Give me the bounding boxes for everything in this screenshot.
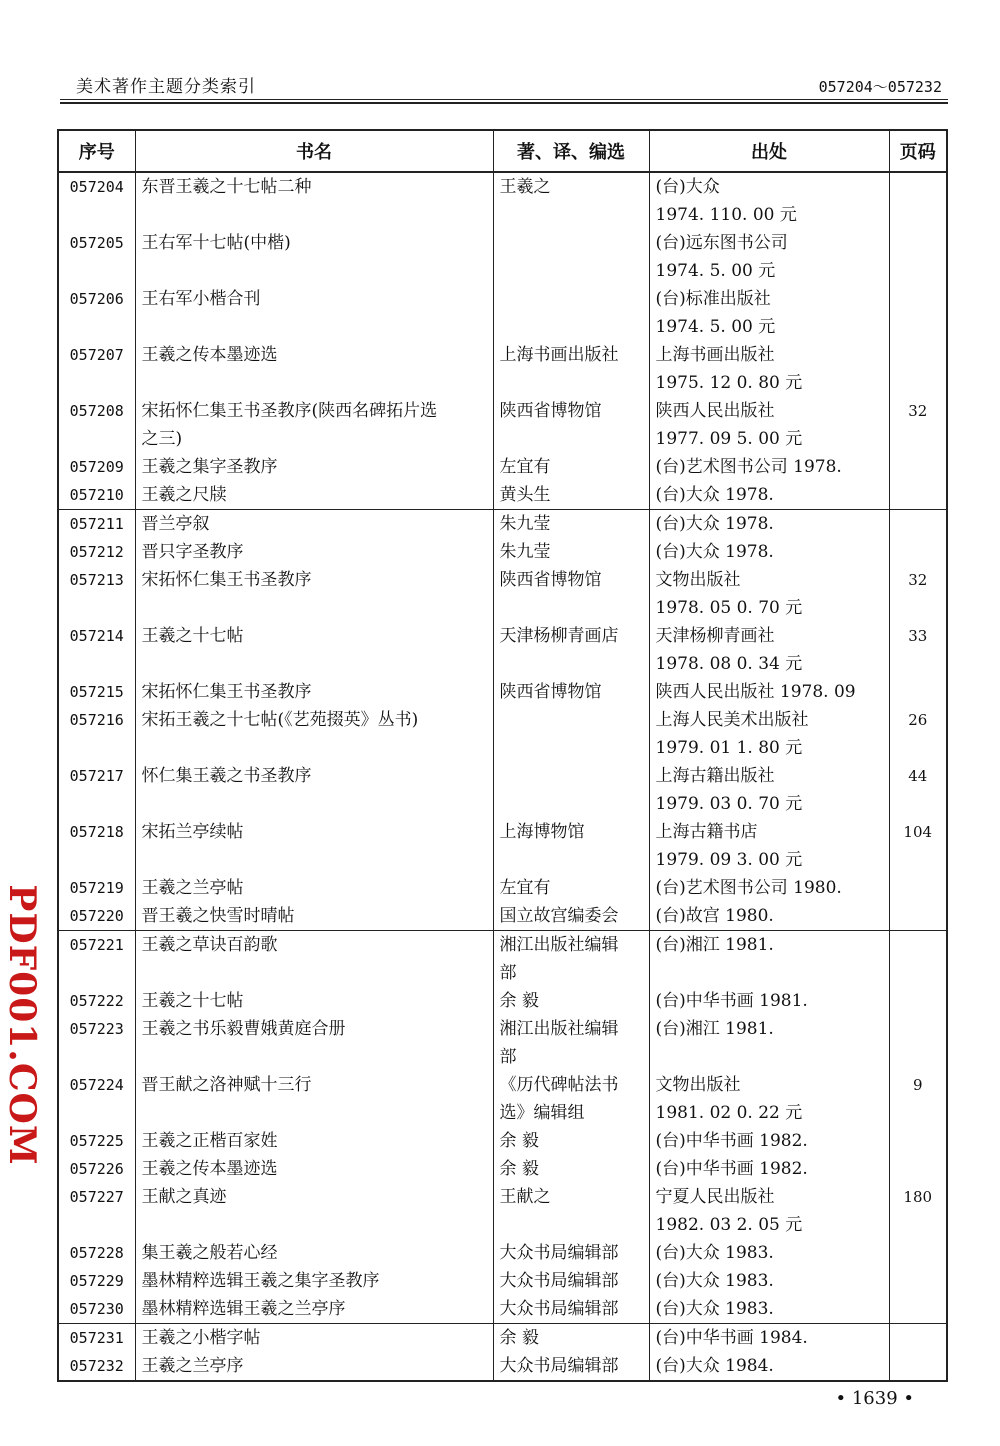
entry-author: 朱九莹 [493, 538, 649, 566]
entry-number: 057225 [58, 1127, 135, 1155]
entry-source [649, 706, 889, 762]
entry-author: 大众书局编辑部 [493, 1239, 649, 1267]
entry-title: 王羲之兰亭帖 [135, 874, 493, 902]
entry-source-line: 1978. 05 0. 70 元 [655, 598, 803, 618]
table-row [58, 1127, 947, 1155]
entry-source [649, 1352, 889, 1381]
entry-source-line: 1975. 12 0. 80 元 [655, 373, 803, 393]
entry-source-line: (台)标准出版社 [655, 289, 771, 309]
entry-number: 057232 [58, 1352, 135, 1381]
entry-title: 王羲之传本墨迹选 [135, 1155, 493, 1183]
entry-author: 陕西省博物馆 [493, 397, 649, 453]
table-header-row [58, 130, 947, 172]
entry-source [649, 1071, 889, 1127]
entry-title: 王羲之集字圣教序 [135, 453, 493, 481]
entry-title: 王右军小楷合刊 [135, 285, 493, 341]
entry-number: 057204 [58, 172, 135, 229]
entry-source-line: (台)艺术图书公司 1980. [655, 878, 842, 898]
entry-number: 057209 [58, 453, 135, 481]
entry-title: 王羲之十七帖 [135, 987, 493, 1015]
entry-source [649, 566, 889, 622]
entry-source [649, 622, 889, 678]
entry-source-line: 陕西人民出版社 [655, 401, 775, 421]
entry-number: 057207 [58, 341, 135, 397]
entry-source [649, 1183, 889, 1239]
entry-source-line: (台)艺术图书公司 1978. [655, 457, 842, 477]
column-header-author: 著、译、编选 [493, 130, 649, 172]
entry-source-line: (台)大众 1983. [655, 1243, 774, 1263]
entry-author: 王献之 [493, 1183, 649, 1239]
entry-number: 057206 [58, 285, 135, 341]
entry-author: 王羲之 [493, 172, 649, 229]
table-body [58, 172, 947, 1381]
entry-title: 王羲之传本墨迹选 [135, 341, 493, 397]
entry-source-line: (台)大众 1978. [655, 514, 774, 534]
entry-title: 东晋王羲之十七帖二种 [135, 172, 493, 229]
entry-page [889, 902, 947, 931]
entry-author-line: 湘江出版社编辑 [499, 935, 619, 955]
entry-title: 王羲之兰亭序 [135, 1352, 493, 1381]
entry-author: 大众书局编辑部 [493, 1267, 649, 1295]
entry-number: 057216 [58, 706, 135, 762]
entry-author: 余 毅 [493, 1324, 649, 1353]
table-row [58, 874, 947, 902]
table-row [58, 510, 947, 539]
entry-page [889, 453, 947, 481]
entry-title: 王右军十七帖(中楷) [135, 229, 493, 285]
entry-title: 墨林精粹选辑王羲之集字圣教序 [135, 1267, 493, 1295]
entry-source-line: 1974. 110. 00 元 [655, 205, 797, 225]
column-header-title: 书名 [135, 130, 493, 172]
table-row [58, 453, 947, 481]
entry-source-line: 1979. 09 3. 00 元 [655, 850, 803, 870]
entry-author-line: 《历代碑帖法书 [499, 1075, 619, 1095]
entry-title-line: 之三) [141, 429, 183, 449]
entry-page [889, 1127, 947, 1155]
entry-number: 057218 [58, 818, 135, 874]
entry-title: 晋兰亭叙 [135, 510, 493, 539]
entry-page [889, 538, 947, 566]
entry-source [649, 1295, 889, 1324]
entry-author: 黄头生 [493, 481, 649, 510]
table-row [58, 622, 947, 678]
entry-source [649, 229, 889, 285]
entry-page [889, 1324, 947, 1353]
entry-author: 上海书画出版社 [493, 341, 649, 397]
entry-source [649, 818, 889, 874]
entry-source [649, 874, 889, 902]
column-header-page: 页码 [889, 130, 947, 172]
entry-source-line: 文物出版社 [655, 1075, 741, 1095]
entry-source [649, 510, 889, 539]
entry-number: 057213 [58, 566, 135, 622]
entry-page: 104 [889, 818, 947, 874]
entry-author: 大众书局编辑部 [493, 1352, 649, 1381]
entry-number: 057228 [58, 1239, 135, 1267]
entry-title: 怀仁集王羲之书圣教序 [135, 762, 493, 818]
entry-author [493, 706, 649, 762]
entry-title: 王羲之正楷百家姓 [135, 1127, 493, 1155]
entry-number: 057212 [58, 538, 135, 566]
page-number: • 1639 • [835, 1388, 914, 1409]
entry-source-line: 1974. 5. 00 元 [655, 261, 776, 281]
table-row [58, 172, 947, 229]
entry-page [889, 678, 947, 706]
entry-author: 陕西省博物馆 [493, 566, 649, 622]
entry-page: 180 [889, 1183, 947, 1239]
entry-source-line: 上海古籍书店 [655, 822, 758, 842]
table-row [58, 987, 947, 1015]
entry-author: 左宜有 [493, 874, 649, 902]
entry-author: 陕西省博物馆 [493, 678, 649, 706]
running-header-title: 美术著作主题分类索引 [76, 77, 256, 97]
entry-source [649, 538, 889, 566]
entry-author: 余 毅 [493, 987, 649, 1015]
entry-page: 32 [889, 397, 947, 453]
entry-title: 晋王献之洛神赋十三行 [135, 1071, 493, 1127]
entry-page [889, 172, 947, 229]
entry-source [649, 1324, 889, 1353]
entry-number: 057226 [58, 1155, 135, 1183]
entry-page [889, 931, 947, 988]
entry-author-line: 湘江出版社编辑 [499, 1019, 619, 1039]
entry-number: 057230 [58, 1295, 135, 1324]
entry-source-line: (台)大众 1983. [655, 1271, 774, 1291]
entry-number: 057222 [58, 987, 135, 1015]
entry-page [889, 1267, 947, 1295]
entry-author [493, 1071, 649, 1127]
entry-title-line: 宋拓怀仁集王书圣教序(陕西名碑拓片选 [141, 401, 438, 421]
table-row [58, 566, 947, 622]
entry-source-line: 1981. 02 0. 22 元 [655, 1103, 803, 1123]
table-row [58, 341, 947, 397]
entry-author [493, 762, 649, 818]
entry-page: 9 [889, 1071, 947, 1127]
entry-source [649, 1267, 889, 1295]
column-header-number: 序号 [58, 130, 135, 172]
table-row [58, 678, 947, 706]
entry-number: 057215 [58, 678, 135, 706]
column-header-source: 出处 [649, 130, 889, 172]
entry-source [649, 341, 889, 397]
entry-source-line: (台)故宫 1980. [655, 906, 774, 926]
table-row [58, 1155, 947, 1183]
table-row [58, 1071, 947, 1127]
entry-author-line: 部 [499, 1047, 517, 1067]
entry-source [649, 453, 889, 481]
entry-number: 057210 [58, 481, 135, 510]
entry-source [649, 397, 889, 453]
entry-source [649, 678, 889, 706]
entry-author [493, 285, 649, 341]
entry-source-line: (台)中华书画 1981. [655, 991, 808, 1011]
entry-source [649, 481, 889, 510]
entry-source-line: (台)大众 1984. [655, 1356, 774, 1376]
entry-title: 宋拓怀仁集王书圣教序 [135, 566, 493, 622]
entry-source-line: 1979. 03 0. 70 元 [655, 794, 803, 814]
table-row [58, 902, 947, 931]
entry-page: 44 [889, 762, 947, 818]
entry-page [889, 285, 947, 341]
table-row [58, 1295, 947, 1324]
entry-author [493, 229, 649, 285]
entry-title: 王羲之书乐毅曹娥黄庭合册 [135, 1015, 493, 1071]
entry-source-line: 上海书画出版社 [655, 345, 775, 365]
entry-number: 057223 [58, 1015, 135, 1071]
entry-source-line: 1974. 5. 00 元 [655, 317, 776, 337]
entry-source [649, 987, 889, 1015]
table-row [58, 538, 947, 566]
entry-title: 王献之真迹 [135, 1183, 493, 1239]
entry-number: 057211 [58, 510, 135, 539]
entry-source-line: 上海人民美术出版社 [655, 710, 809, 730]
entry-source-line: 1979. 01 1. 80 元 [655, 738, 803, 758]
entry-title: 晋王羲之快雪时晴帖 [135, 902, 493, 931]
entry-page [889, 1155, 947, 1183]
entry-source-line: 陕西人民出版社 1978. 09 [655, 682, 856, 702]
entry-source-line: 1978. 08 0. 34 元 [655, 654, 803, 674]
table-row [58, 1015, 947, 1071]
entry-page [889, 1352, 947, 1381]
table-row [58, 1324, 947, 1353]
entry-title: 宋拓兰亭续帖 [135, 818, 493, 874]
entry-source-line: (台)中华书画 1984. [655, 1328, 808, 1348]
entry-source-line: (台)大众 [655, 177, 720, 197]
entry-number: 057220 [58, 902, 135, 931]
entry-page: 33 [889, 622, 947, 678]
entry-source-line: (台)湘江 1981. [655, 1019, 774, 1039]
entry-author: 天津杨柳青画店 [493, 622, 649, 678]
table-row [58, 397, 947, 453]
entry-source [649, 1127, 889, 1155]
entry-title: 宋拓怀仁集王书圣教序 [135, 678, 493, 706]
entry-author: 左宜有 [493, 453, 649, 481]
entry-number: 057208 [58, 397, 135, 453]
table-row [58, 1183, 947, 1239]
entry-source-line: (台)远东图书公司 [655, 233, 788, 253]
entry-source [649, 172, 889, 229]
entry-title: 晋只字圣教序 [135, 538, 493, 566]
entry-number: 057227 [58, 1183, 135, 1239]
watermark: PDF001.COM [1, 884, 43, 1166]
table-row [58, 706, 947, 762]
entry-page [889, 510, 947, 539]
table-row [58, 229, 947, 285]
entry-source-line: 1982. 03 2. 05 元 [655, 1215, 803, 1235]
table-row [58, 1239, 947, 1267]
entry-source [649, 1015, 889, 1071]
entry-source-line: (台)湘江 1981. [655, 935, 774, 955]
entry-title: 王羲之小楷字帖 [135, 1324, 493, 1353]
table-row [58, 762, 947, 818]
index-table [57, 129, 948, 1382]
header-rule-thick [60, 102, 948, 104]
entry-author [493, 931, 649, 988]
entry-title: 宋拓王羲之十七帖(《艺苑掇英》丛书) [135, 706, 493, 762]
entry-source-line: 天津杨柳青画社 [655, 626, 775, 646]
entry-author: 大众书局编辑部 [493, 1295, 649, 1324]
entry-page [889, 874, 947, 902]
entry-source-line: (台)大众 1983. [655, 1299, 774, 1319]
entry-page [889, 229, 947, 285]
table-row [58, 818, 947, 874]
entry-page [889, 481, 947, 510]
table-row [58, 931, 947, 988]
entry-number: 057224 [58, 1071, 135, 1127]
entry-author-line: 选》编辑组 [499, 1103, 585, 1123]
entry-number: 057219 [58, 874, 135, 902]
entry-title: 王羲之草诀百韵歌 [135, 931, 493, 988]
entry-title: 集王羲之般若心经 [135, 1239, 493, 1267]
entry-page [889, 1239, 947, 1267]
running-header-range: 057204～057232 [818, 78, 942, 96]
entry-source [649, 285, 889, 341]
entry-author: 余 毅 [493, 1127, 649, 1155]
entry-source [649, 902, 889, 931]
entry-page: 26 [889, 706, 947, 762]
entry-number: 057214 [58, 622, 135, 678]
entry-source-line: (台)大众 1978. [655, 542, 774, 562]
entry-title [135, 397, 493, 453]
table-row [58, 1352, 947, 1381]
table-row [58, 481, 947, 510]
entry-title: 王羲之尺牍 [135, 481, 493, 510]
entry-author: 上海博物馆 [493, 818, 649, 874]
entry-source-line: (台)大众 1978. [655, 485, 774, 505]
entry-number: 057205 [58, 229, 135, 285]
entry-page [889, 1295, 947, 1324]
entry-author: 国立故宫编委会 [493, 902, 649, 931]
entry-source [649, 1155, 889, 1183]
entry-author-line: 部 [499, 963, 517, 983]
entry-page [889, 341, 947, 397]
entry-source-line: (台)中华书画 1982. [655, 1131, 808, 1151]
entry-number: 057231 [58, 1324, 135, 1353]
entry-source-line: (台)中华书画 1982. [655, 1159, 808, 1179]
table-row [58, 1267, 947, 1295]
table-row [58, 285, 947, 341]
entry-author [493, 1015, 649, 1071]
entry-source-line: 文物出版社 [655, 570, 741, 590]
header-rule-thin [60, 99, 948, 100]
entry-source-line: 1977. 09 5. 00 元 [655, 429, 803, 449]
entry-author: 余 毅 [493, 1155, 649, 1183]
entry-page: 32 [889, 566, 947, 622]
entry-source-line: 宁夏人民出版社 [655, 1187, 775, 1207]
entry-source [649, 931, 889, 988]
entry-source [649, 1239, 889, 1267]
entry-source-line: 上海古籍出版社 [655, 766, 775, 786]
entry-source [649, 762, 889, 818]
entry-number: 057217 [58, 762, 135, 818]
entry-page [889, 1015, 947, 1071]
entry-title: 王羲之十七帖 [135, 622, 493, 678]
entry-page [889, 987, 947, 1015]
entry-number: 057221 [58, 931, 135, 988]
entry-number: 057229 [58, 1267, 135, 1295]
entry-title: 墨林精粹选辑王羲之兰亭序 [135, 1295, 493, 1324]
entry-author: 朱九莹 [493, 510, 649, 539]
